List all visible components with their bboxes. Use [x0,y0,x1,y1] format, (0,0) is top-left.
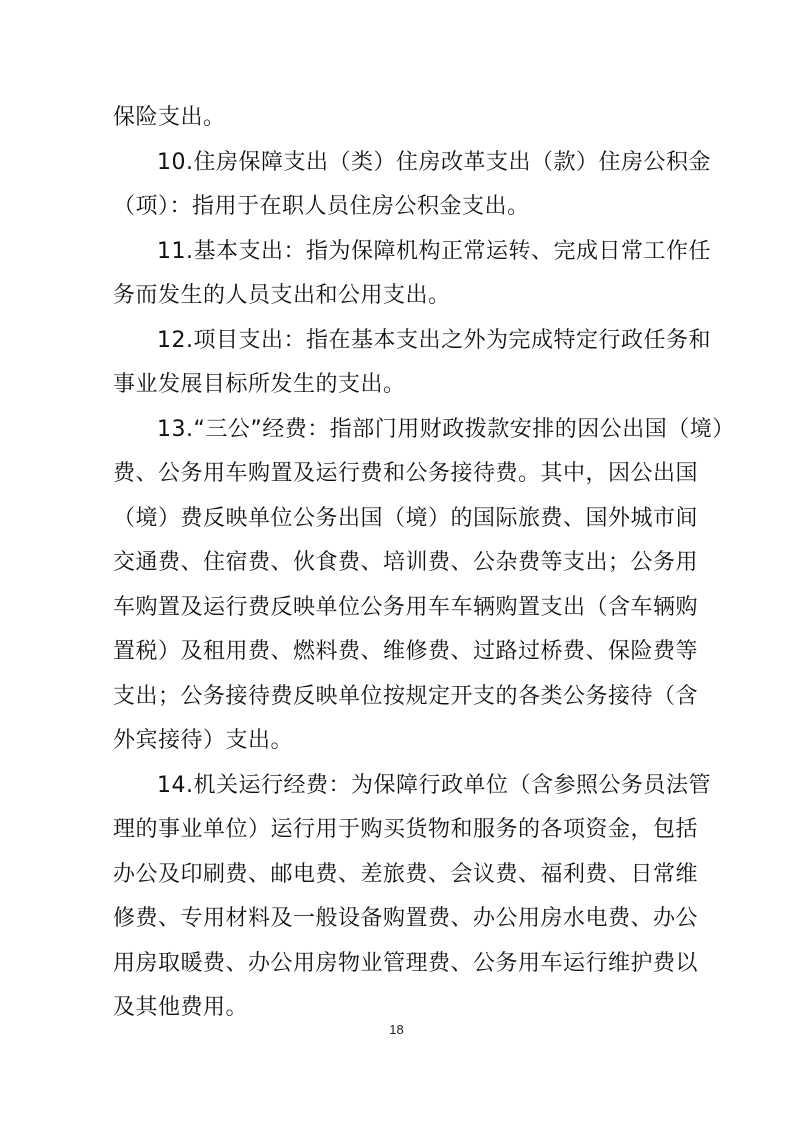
text-line: 费、公务用车购置及运行费和公务接待费。其中，因公出国 [113,461,699,486]
text-line: 理的事业单位）运行用于购买货物和服务的各项资金，包括 [113,817,699,842]
text-line: 11.基本支出：指为保障机构正常运转、完成日常工作任 [157,238,711,264]
text-line: 办公及印刷费、邮电费、差旅费、会议费、福利费、日常维 [113,861,699,887]
text-line: 13.“三公”经费：指部门用财政拨款安排的因公出国（境） [157,416,735,442]
body-text [113,96,735,1031]
text-line: （境）费反映单位公务出国（境）的国际旅费、国外城市间 [113,505,699,531]
text-line: 保险支出。 [113,105,226,130]
text-line: 14.机关运行经费：为保障行政单位（含参照公务员法管 [157,772,711,798]
text-line: 外宾接待）支出。 [113,728,294,753]
text-line: 10.住房保障支出（类）住房改革支出（款）住房公积金 [157,149,711,175]
text-line: 用房取暖费、办公用房物业管理费、公务用车运行维护费以 [113,950,699,976]
text-line: 事业发展目标所发生的支出。 [113,372,406,397]
page-number: 18 [389,1022,404,1037]
text-line: （项）：指用于在职人员住房公积金支出。 [113,194,530,219]
text-line: 务而发生的人员支出和公用支出。 [113,283,451,308]
text-line: 交通费、住宿费、伙食费、培训费、公杂费等支出；公务用 [113,550,699,575]
text-line: 车购置及运行费反映单位公务用车车辆购置支出（含车辆购 [113,594,699,620]
text-line: 及其他费用。 [113,995,249,1020]
text-line: 修费、专用材料及一般设备购置费、办公用房水电费、办公 [113,906,699,931]
text-line: 支出；公务接待费反映单位按规定开支的各类公务接待（含 [113,683,699,709]
text-line: 置税）及租用费、燃料费、维修费、过路过桥费、保险费等 [113,639,699,664]
text-line: 12.项目支出：指在基本支出之外为完成特定行政任务和 [157,327,711,353]
